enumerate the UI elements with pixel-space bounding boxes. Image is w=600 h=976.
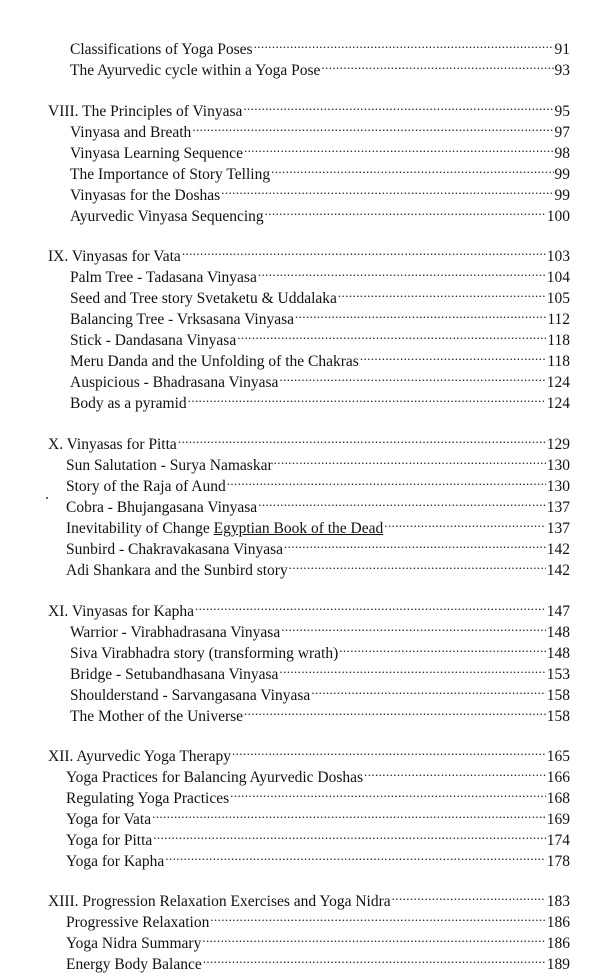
toc-entry-page: 153 <box>546 666 570 683</box>
toc-entry-page: 118 <box>547 353 570 370</box>
toc-entry-title: Yoga Nidra Summary <box>66 935 202 952</box>
toc-entry <box>70 387 570 412</box>
leader-dots <box>178 428 546 449</box>
toc-entry-page: 105 <box>546 290 570 307</box>
toc-chapter-title: XII. Ayurvedic Yoga Therapy <box>48 748 231 765</box>
toc-entry <box>66 512 570 537</box>
leader-dots <box>384 512 545 533</box>
toc-entry-title: Yoga for Kapha <box>66 853 165 870</box>
toc-chapter-entry <box>48 95 570 120</box>
leader-dots <box>227 470 546 491</box>
leader-dots <box>202 927 545 948</box>
toc-entry <box>66 782 570 807</box>
toc-entry-page: 148 <box>546 624 570 641</box>
toc-entry-title: Yoga Practices for Balancing Ayurvedic Doshas <box>66 769 364 786</box>
toc-entry-page: 183 <box>546 893 570 910</box>
toc-entry <box>70 179 570 204</box>
leader-dots <box>192 116 553 137</box>
leader-dots <box>364 761 546 782</box>
toc-entry-page: 147 <box>546 603 570 620</box>
toc-entry-title: Warrior - Virabhadrasana Vinyasa <box>70 624 281 641</box>
toc-entry-title: The Mother of the Universe <box>70 708 244 725</box>
leader-dots <box>244 137 554 158</box>
toc-entry-title: Auspicious - Bhadrasana Vinyasa <box>70 374 279 391</box>
toc-entry-page: 100 <box>546 208 570 225</box>
leader-dots <box>339 637 546 658</box>
toc-entry <box>66 761 570 786</box>
toc-entry-page: 124 <box>546 374 570 391</box>
toc-entry-title: Balancing Tree - Vrksasana Vinyasa <box>70 311 294 328</box>
leader-dots <box>265 200 546 221</box>
toc-entry-page: 97 <box>554 124 570 141</box>
leader-dots <box>338 282 546 303</box>
leader-dots <box>254 33 554 54</box>
toc-entry-page: 166 <box>546 769 570 786</box>
toc-entry-title: Vinyasa Learning Sequence <box>70 145 243 162</box>
toc-entry <box>66 927 570 952</box>
toc-entry <box>66 948 570 973</box>
toc-entry-page: 142 <box>546 562 570 579</box>
toc-entry-title: Bridge - Setubandhasana Vinyasa <box>70 666 279 683</box>
toc-entry-page: 104 <box>546 269 570 286</box>
toc-entry-page: 130 <box>546 478 570 495</box>
toc-entry-page: 178 <box>546 853 570 870</box>
leader-dots <box>165 845 545 866</box>
leader-dots <box>392 885 546 906</box>
toc-entry-title: Sun Salutation - Surya Namaskar <box>66 457 273 474</box>
toc-entry-page: 137 <box>546 499 570 516</box>
toc-chapter-entry <box>48 240 570 265</box>
toc-entry <box>66 470 570 495</box>
toc-entry-page: 129 <box>546 436 570 453</box>
leader-dots <box>311 679 545 700</box>
toc-entry-page: 95 <box>554 103 570 120</box>
toc-entry-page: 158 <box>546 687 570 704</box>
leader-dots <box>232 740 546 761</box>
toc-entry <box>66 533 570 558</box>
toc-entry-page: 124 <box>546 395 570 412</box>
toc-entry <box>66 906 570 931</box>
toc-entry <box>66 554 570 579</box>
toc-entry-title: Body as a pyramid <box>70 395 187 412</box>
toc-entry-page: 158 <box>546 708 570 725</box>
toc-entry <box>70 261 570 286</box>
leader-dots <box>230 782 546 803</box>
toc-chapter-title: XIII. Progression Relaxation Exercises and Yoga Nidra <box>48 893 391 910</box>
toc-entry <box>70 324 570 349</box>
toc-entry-page: 186 <box>546 914 570 931</box>
leader-dots <box>182 240 546 261</box>
toc-entry-page: 174 <box>546 832 570 849</box>
toc-chapter-title: IX. Vinyasas for Vata <box>48 248 181 265</box>
toc-entry-title: Vinyasa and Breath <box>70 124 192 141</box>
underlined-book-title: Egyptian Book of the Dead <box>213 520 384 537</box>
toc-entry-title: Ayurvedic Vinyasa Sequencing <box>70 208 264 225</box>
toc-entry-page: 99 <box>554 166 570 183</box>
toc-entry <box>70 282 570 307</box>
toc-entry-page: 112 <box>547 311 570 328</box>
toc-entry <box>70 637 570 662</box>
leader-dots <box>279 658 545 679</box>
leader-dots <box>258 261 546 282</box>
leader-dots <box>281 616 546 637</box>
toc-entry-page: 93 <box>554 62 570 79</box>
toc-entry-title: Energy Body Balance <box>66 956 202 973</box>
toc-entry-title-text: Inevitability of Change <box>66 520 210 537</box>
toc-chapter-entry <box>48 740 570 765</box>
toc-entry <box>66 803 570 828</box>
toc-entry-page: 168 <box>546 790 570 807</box>
toc-entry-title: Sunbird - Chakravakasana Vinyasa <box>66 541 284 558</box>
leader-dots <box>210 906 545 927</box>
leader-dots <box>289 554 546 575</box>
leader-dots <box>152 803 546 824</box>
toc-entry <box>66 491 570 516</box>
toc-entry-page: 148 <box>546 645 570 662</box>
toc-chapter-title: VIII. The Principles of Vinyasa <box>48 103 243 120</box>
toc-entry-page: 91 <box>554 41 570 58</box>
toc-entry-title: Regulating Yoga Practices <box>66 790 230 807</box>
toc-entry-title: Cobra - Bhujangasana Vinyasa <box>66 499 258 516</box>
toc-entry-page: 169 <box>546 811 570 828</box>
leader-dots <box>243 95 553 116</box>
leader-dots <box>271 158 553 179</box>
toc-entry <box>70 54 570 79</box>
toc-entry-page: 130 <box>546 457 570 474</box>
leader-dots <box>188 387 546 408</box>
toc-entry-title: Vinyasas for the Doshas <box>70 187 221 204</box>
toc-entry <box>70 679 570 704</box>
toc-entry <box>70 616 570 641</box>
toc-entry-title: Yoga for Vata <box>66 811 152 828</box>
leader-dots <box>295 303 546 324</box>
toc-entry-title: The Ayurvedic cycle within a Yoga Pose <box>70 62 321 79</box>
toc-entry-page: 98 <box>554 145 570 162</box>
toc-entry-title: Adi Shankara and the Sunbird story <box>66 562 288 579</box>
toc-entry-page: 189 <box>546 956 570 973</box>
toc-entry-page: 103 <box>546 248 570 265</box>
toc-entry-title: Yoga for Pitta <box>66 832 153 849</box>
toc-entry-page: 99 <box>554 187 570 204</box>
leader-dots <box>153 824 545 845</box>
toc-entry-title: The Importance of Story Telling <box>70 166 271 183</box>
toc-entry <box>66 845 570 870</box>
leader-dots <box>321 54 553 75</box>
stray-print-mark <box>46 497 48 499</box>
leader-dots <box>244 700 546 721</box>
toc-entry <box>70 200 570 225</box>
toc-entry-title: Stick - Dandasana Vinyasa <box>70 332 237 349</box>
toc-entry <box>70 137 570 162</box>
toc-entry-page: 186 <box>546 935 570 952</box>
toc-entry-page: 165 <box>546 748 570 765</box>
leader-dots <box>237 324 546 345</box>
toc-entry-title: Shoulderstand - Sarvangasana Vinyasa <box>70 687 311 704</box>
leader-dots <box>221 179 553 200</box>
toc-entry <box>70 303 570 328</box>
toc-chapter-entry <box>48 885 570 910</box>
toc-entry <box>70 158 570 183</box>
toc-chapter-title: XI. Vinyasas for Kapha <box>48 603 194 620</box>
toc-chapter-entry <box>48 428 570 453</box>
toc-entry <box>70 345 570 370</box>
toc-chapter-entry <box>48 595 570 620</box>
toc-entry-page: 142 <box>546 541 570 558</box>
toc-entry <box>70 366 570 391</box>
toc-entry <box>70 700 570 725</box>
leader-dots <box>203 948 546 969</box>
leader-dots <box>195 595 546 616</box>
toc-entry <box>66 449 570 474</box>
leader-dots <box>360 345 546 366</box>
toc-chapter-title: X. Vinyasas for Pitta <box>48 436 177 453</box>
toc-entry-title: Story of the Raja of Aund <box>66 478 226 495</box>
toc-entry <box>70 33 570 58</box>
toc-entry-page: 118 <box>547 332 570 349</box>
leader-dots <box>284 533 546 554</box>
leader-dots <box>274 449 546 470</box>
toc-entry-title: Meru Danda and the Unfolding of the Chakras <box>70 353 359 370</box>
toc-entry <box>66 824 570 849</box>
toc-entry-title: Seed and Tree story Svetaketu & Uddalaka <box>70 290 337 307</box>
leader-dots <box>279 366 545 387</box>
toc-entry <box>70 116 570 141</box>
toc-entry <box>70 658 570 683</box>
toc-entry-title: Palm Tree - Tadasana Vinyasa <box>70 269 257 286</box>
toc-entry-title: Siva Virabhadra story (transforming wrath) <box>70 645 339 662</box>
toc-entry-title: Classifications of Yoga Poses <box>70 41 253 58</box>
leader-dots <box>258 491 546 512</box>
toc-entry-title: Progressive Relaxation <box>66 914 210 931</box>
toc-entry-page: 137 <box>546 520 570 537</box>
